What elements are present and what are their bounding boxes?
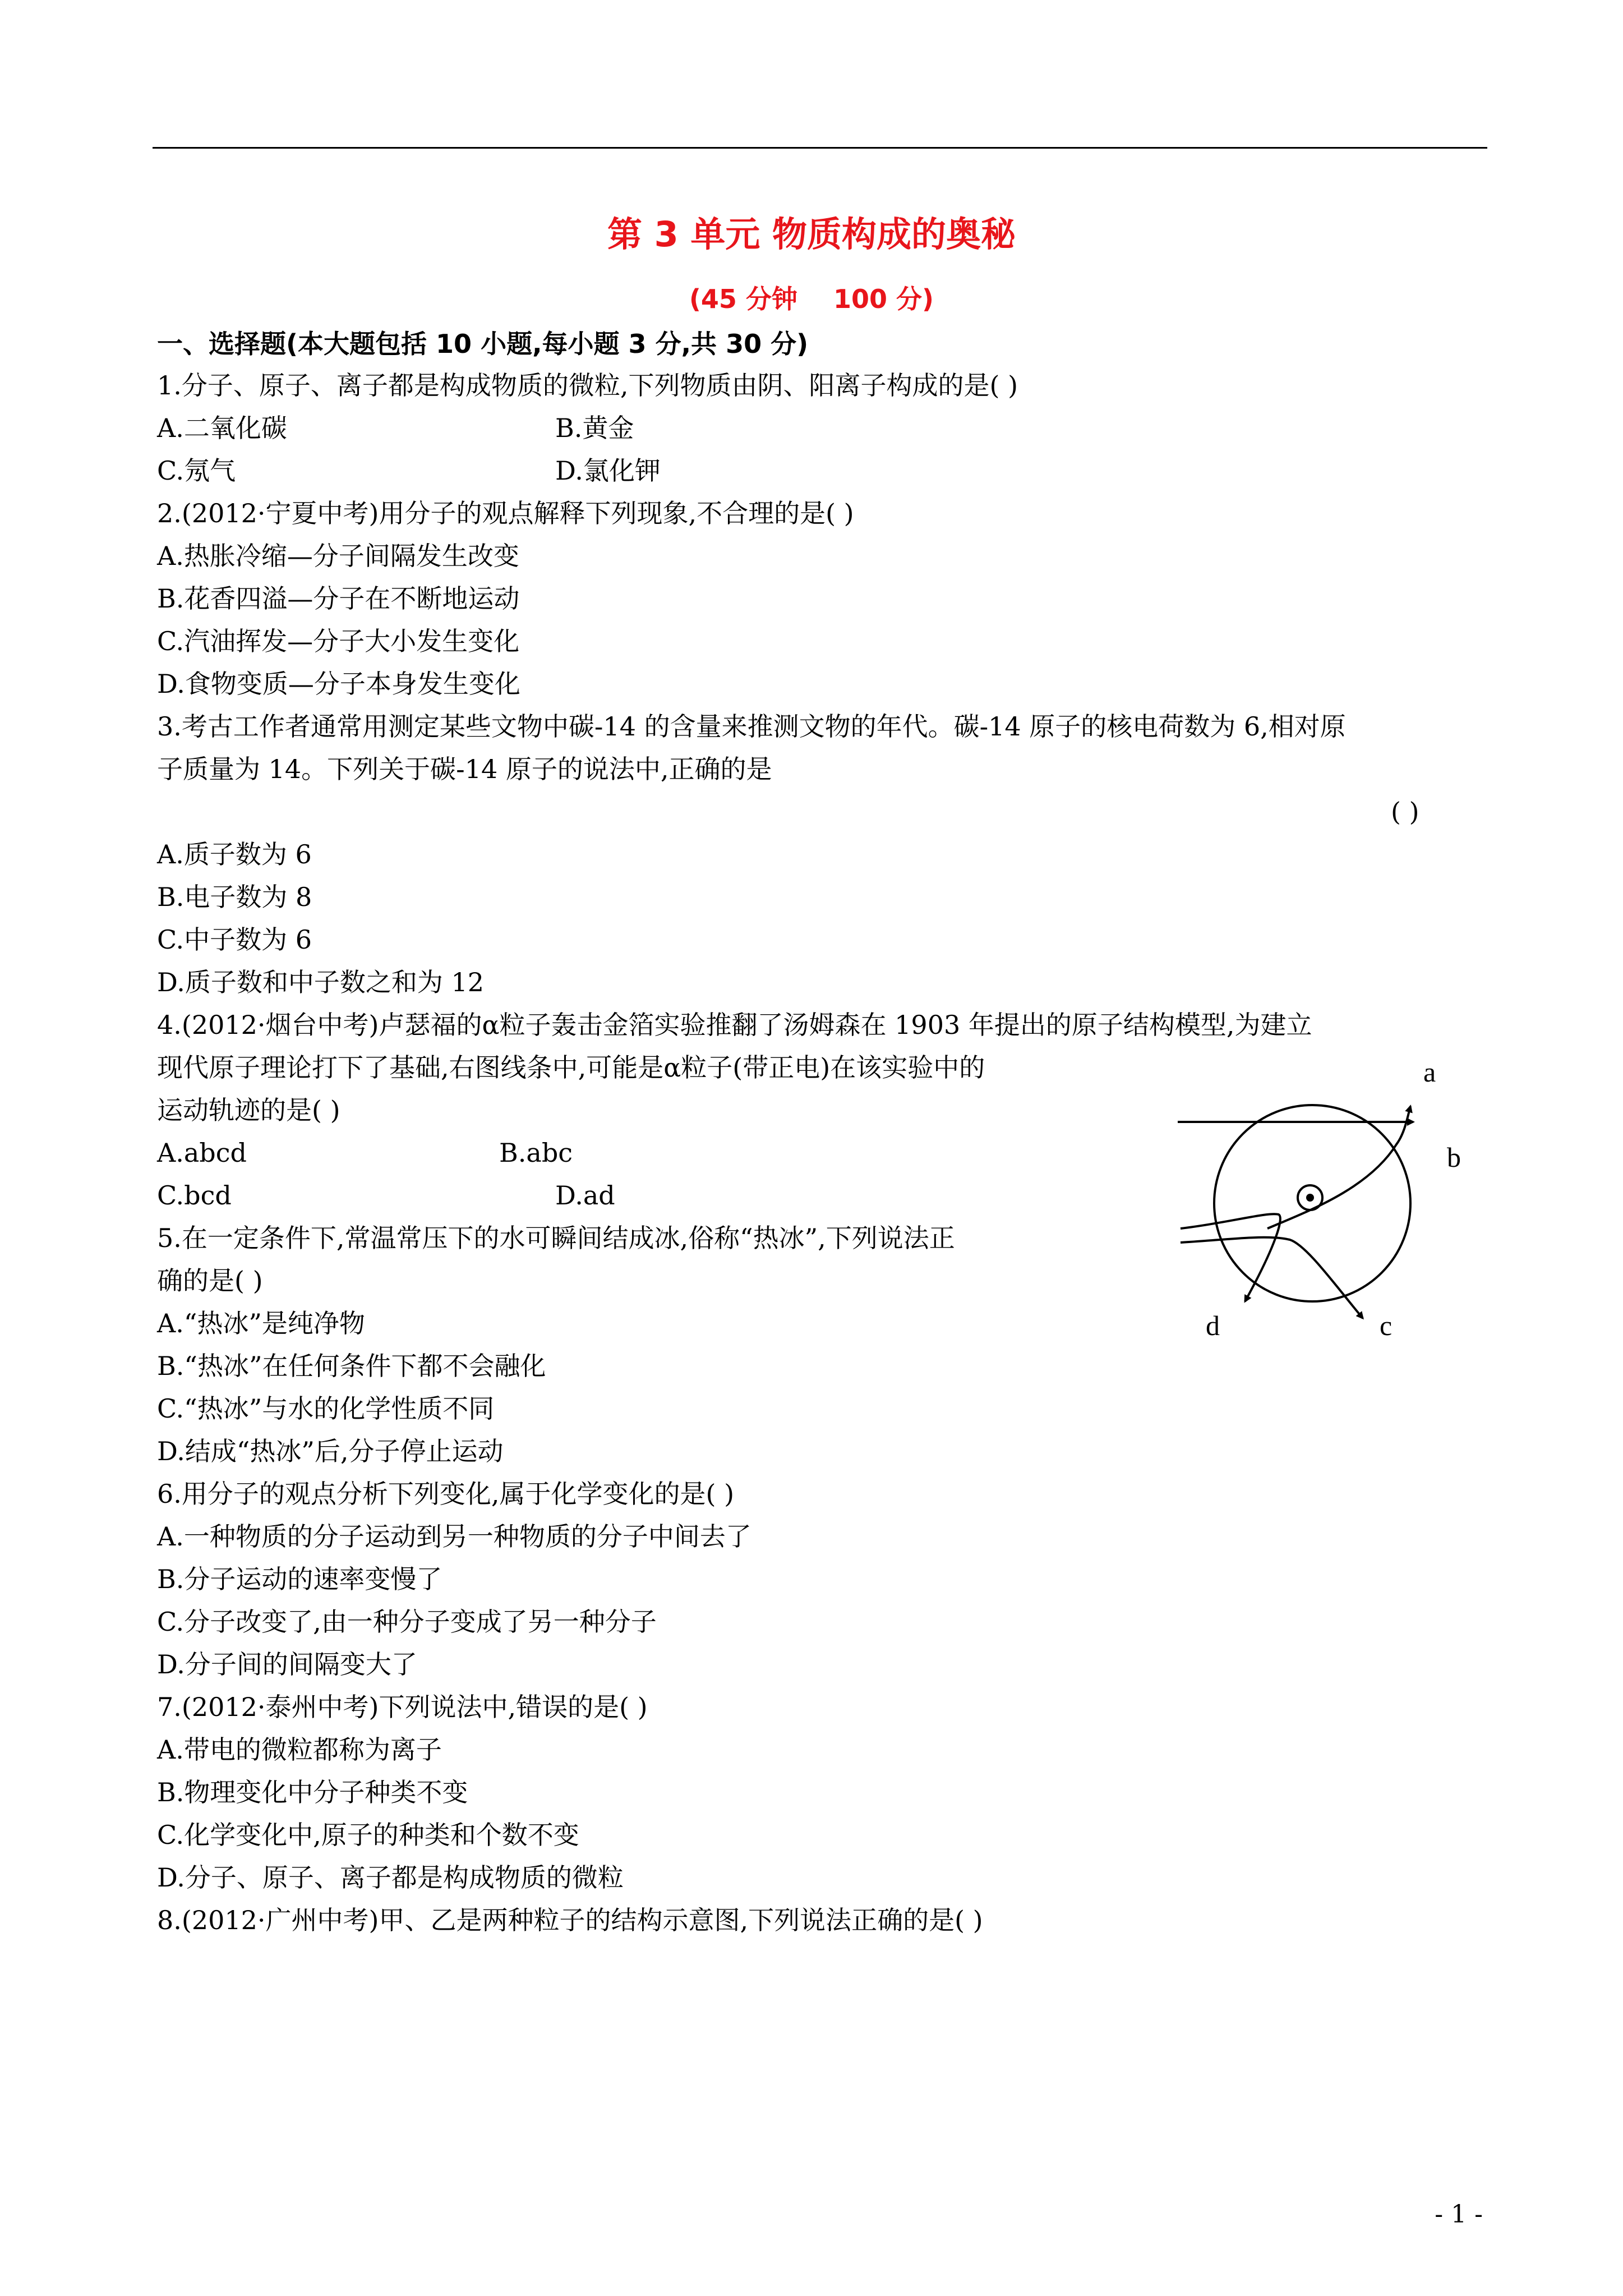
q6-stem: 6.用分子的观点分析下列变化,属于化学变化的是( )	[157, 1479, 735, 1509]
q2-option-d: D.食物变质—分子本身发生变化	[157, 669, 520, 699]
q6-option-a: A.一种物质的分子运动到另一种物质的分子中间去了	[157, 1521, 751, 1552]
q1-option-d: D.氯化钾	[555, 455, 661, 486]
trajectory-a	[1267, 1106, 1410, 1228]
q5-option-c: C.“热冰”与水的化学性质不同	[157, 1393, 495, 1424]
q4-option-b: B.abc	[499, 1138, 573, 1168]
label-b: b	[1447, 1142, 1461, 1173]
q5-stem-line2: 确的是( )	[157, 1266, 263, 1296]
q5-stem-line1: 5.在一定条件下,常温常压下的水可瞬间结成冰,俗称“热冰”,下列说法正	[157, 1223, 955, 1253]
q1-option-a: A.二氧化碳	[157, 413, 287, 443]
q3-option-c: C.中子数为 6	[157, 924, 312, 955]
q8-stem: 8.(2012·广州中考)甲、乙是两种粒子的结构示意图,下列说法正确的是( )	[157, 1905, 983, 1935]
q5-option-a: A.“热冰”是纯净物	[157, 1308, 365, 1338]
page-title: 第 3 单元 物质构成的奥秘	[607, 214, 1016, 255]
q6-option-c: C.分子改变了,由一种分子变成了另一种分子	[157, 1607, 657, 1637]
q3-option-a: A.质子数为 6	[157, 839, 312, 869]
q7-stem: 7.(2012·泰州中考)下列说法中,错误的是( )	[157, 1692, 648, 1722]
q4-option-a: A.abcd	[157, 1138, 247, 1168]
q6-option-b: B.分子运动的速率变慢了	[157, 1564, 442, 1594]
q2-stem: 2.(2012·宁夏中考)用分子的观点解释下列现象,不合理的是( )	[157, 498, 854, 528]
q4-stem-line3: 运动轨迹的是( )	[157, 1095, 340, 1125]
q5-option-d: D.结成“热冰”后,分子停止运动	[157, 1436, 504, 1466]
page-subtitle: (45 分钟 100 分)	[689, 284, 934, 314]
q7-option-c: C.化学变化中,原子的种类和个数不变	[157, 1820, 579, 1850]
q7-option-a: A.带电的微粒都称为离子	[157, 1734, 442, 1765]
q1-stem: 1.分子、原子、离子都是构成物质的微粒,下列物质由阴、阳离子构成的是( )	[157, 370, 1018, 401]
q6-option-d: D.分子间的间隔变大了	[157, 1649, 417, 1680]
q5-option-b: B.“热冰”在任何条件下都不会融化	[157, 1351, 546, 1381]
q7-option-d: D.分子、原子、离子都是构成物质的微粒	[157, 1862, 624, 1893]
q1-option-b: B.黄金	[555, 413, 634, 443]
q4-option-d: D.ad	[555, 1180, 615, 1211]
q2-option-c: C.汽油挥发—分子大小发生变化	[157, 626, 520, 656]
q4-stem-line1: 4.(2012·烟台中考)卢瑟福的α粒子轰击金箔实验推翻了汤姆森在 1903 年提出的原子结构模型,为建立	[157, 1010, 1312, 1040]
q4-option-c: C.bcd	[157, 1180, 232, 1211]
q3-stem-line1: 3.考古工作者通常用测定某些文物中碳-14 的含量来推测文物的年代。碳-14 原子的核电荷数为 6,相对原	[157, 711, 1346, 742]
q2-option-b: B.花香四溢—分子在不断地运动	[157, 583, 520, 614]
q4-stem-line2: 现代原子理论打下了基础,右图线条中,可能是α粒子(带正电)在该实验中的	[157, 1052, 985, 1083]
q2-option-a: A.热胀冷缩—分子间隔发生改变	[157, 541, 519, 571]
q3-answer-paren: ( )	[1391, 797, 1419, 827]
label-c: c	[1380, 1310, 1393, 1341]
q1-option-c: C.氖气	[157, 455, 236, 486]
nucleus-center	[1306, 1194, 1314, 1202]
page-number: - 1 -	[1435, 2200, 1483, 2229]
q3-stem-line2: 子质量为 14。下列关于碳-14 原子的说法中,正确的是	[157, 754, 772, 784]
section-heading: 一、选择题(本大题包括 10 小题,每小题 3 分,共 30 分)	[157, 329, 809, 359]
q3-option-b: B.电子数为 8	[157, 882, 312, 912]
atom-circle	[1214, 1105, 1410, 1301]
rutherford-scattering-figure	[1166, 1043, 1492, 1358]
label-a: a	[1423, 1056, 1436, 1088]
q3-option-d: D.质子数和中子数之和为 12	[157, 967, 485, 997]
header-rule	[153, 147, 1487, 149]
q7-option-b: B.物理变化中分子种类不变	[157, 1777, 468, 1807]
label-d: d	[1206, 1310, 1220, 1341]
